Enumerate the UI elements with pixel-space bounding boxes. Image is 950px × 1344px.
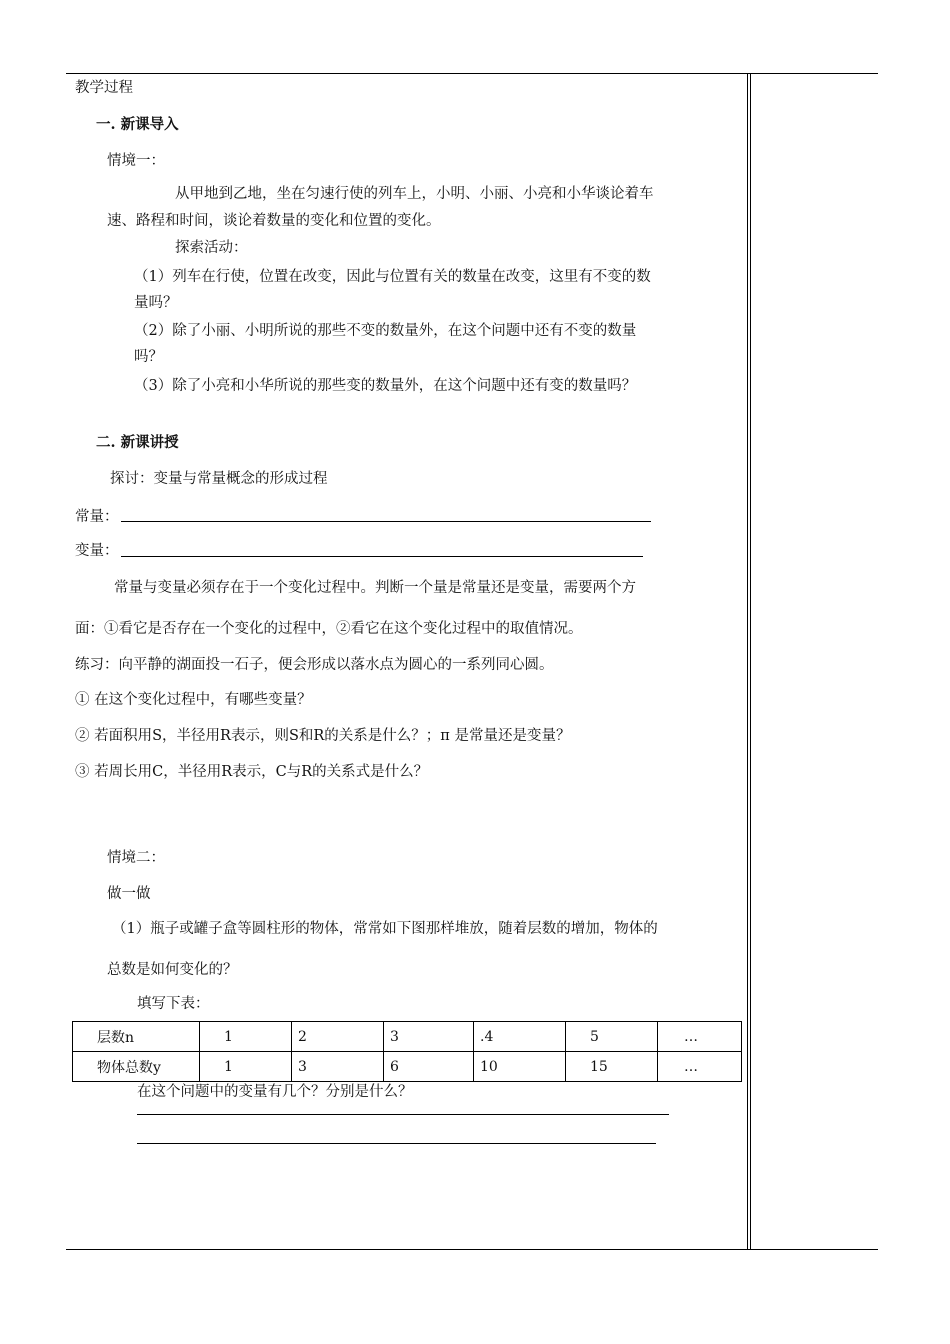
table-cell: … <box>658 1052 742 1082</box>
variable-answer-line <box>121 556 643 557</box>
try-it-label: 做一做 <box>107 886 151 902</box>
judge-text-line1: 常量与变量必须存在于一个变化过程中。判断一个量是常量还是变量，需要两个方 <box>114 580 636 596</box>
table-cell: 6 <box>384 1052 474 1082</box>
page-title: 教学过程 <box>75 80 133 96</box>
question1-line1: （1）列车在行使，位置在改变，因此与位置有关的数量在改变，这里有不变的数 <box>134 269 651 285</box>
discussion-text: 探讨：变量与常量概念的形成过程 <box>110 471 328 487</box>
situation1-text-line1: 从甲地到乙地，坐在匀速行使的列车上，小明、小丽、小亮和小华谈论着车 <box>175 186 654 202</box>
variable-label: 变量： <box>75 543 119 559</box>
question2-line2: 吗？ <box>134 349 163 365</box>
table-row <box>73 1022 742 1052</box>
question1-line2: 量吗？ <box>134 295 178 311</box>
table-cell: 10 <box>474 1052 566 1082</box>
judge-text-line2: 面：①看它是否存在一个变化的过程中，②看它在这个变化过程中的取值情况。 <box>75 621 583 637</box>
answer-line-2 <box>137 1143 656 1144</box>
situation2-label: 情境二： <box>107 850 165 866</box>
frame-column-divider <box>747 73 748 1249</box>
table-cell: 5 <box>566 1022 658 1052</box>
variable-question: 在这个问题中的变量有几个？分别是什么？ <box>137 1084 413 1100</box>
practice-text: 练习：向平静的湖面投一石子，便会形成以落水点为圆心的一系列同心圆。 <box>75 657 554 673</box>
fill-in-table <box>72 1021 742 1082</box>
table-cell: 15 <box>566 1052 658 1082</box>
explore-label: 探索活动： <box>175 240 248 256</box>
table-cell: … <box>658 1022 742 1052</box>
table-cell: 物体总数y <box>73 1052 200 1082</box>
answer-line-1 <box>137 1114 669 1115</box>
practice-item-1: ① 在这个变化过程中，有哪些变量？ <box>75 692 312 708</box>
table-cell: 2 <box>292 1022 384 1052</box>
constant-label: 常量： <box>75 509 119 525</box>
question3: （3）除了小亮和小华所说的那些变的数量外，在这个问题中还有变的数量吗？ <box>134 378 637 394</box>
table-cell: 3 <box>384 1022 474 1052</box>
practice-item-3: ③ 若周长用C，半径用R表示，C与R的关系式是什么？ <box>75 764 429 780</box>
frame-top-rule <box>66 73 878 74</box>
frame-bottom-rule <box>66 1249 878 1250</box>
constant-answer-line <box>121 521 651 522</box>
table-cell: 3 <box>292 1052 384 1082</box>
practice-item-2: ② 若面积用S，半径用R表示，则S和R的关系是什么？；π 是常量还是变量？ <box>75 728 571 744</box>
section1-heading: 一. 新课导入 <box>96 116 179 133</box>
situation2-text-line1: （1）瓶子或罐子盒等圆柱形的物体，常常如下图那样堆放，随着层数的增加，物体的 <box>112 921 658 937</box>
situation1-label: 情境一： <box>107 153 165 169</box>
situation2-text-line2: 总数是如何变化的？ <box>107 962 238 978</box>
table-cell: .4 <box>474 1022 566 1052</box>
frame-column-divider-inner <box>750 73 751 1249</box>
table-cell: 层数n <box>73 1022 200 1052</box>
situation1-text-line2: 速、路程和时间，谈论着数量的变化和位置的变化。 <box>107 213 441 229</box>
table-cell: 1 <box>200 1052 292 1082</box>
fill-table-label: 填写下表： <box>137 996 210 1012</box>
table-row <box>73 1052 742 1082</box>
question2-line1: （2）除了小丽、小明所说的那些不变的数量外，在这个问题中还有不变的数量 <box>134 323 637 339</box>
table-cell: 1 <box>200 1022 292 1052</box>
section2-heading: 二. 新课讲授 <box>96 434 179 451</box>
